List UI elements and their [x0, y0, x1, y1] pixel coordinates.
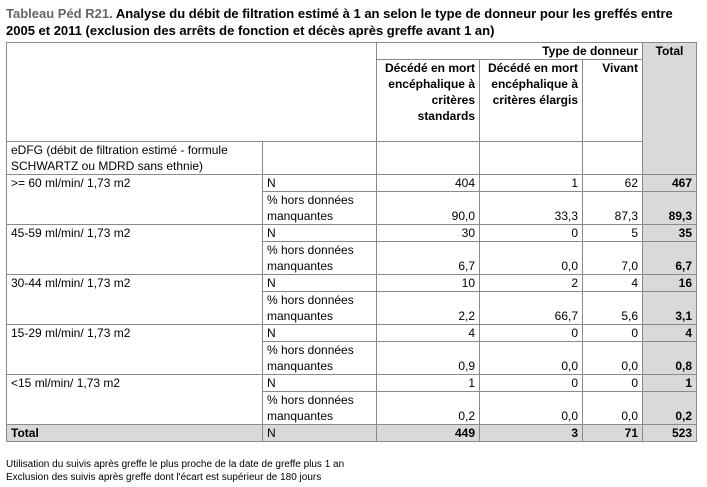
table-cell: 0 [480, 225, 583, 242]
n-label: N [263, 275, 377, 292]
table-cell: 87,3 [583, 192, 643, 225]
total-cell: 0,2 [643, 392, 697, 425]
table-cell: 0,0 [583, 392, 643, 425]
n-label: N [263, 325, 377, 342]
table-cell: 0 [480, 325, 583, 342]
table-cell: 6,7 [377, 242, 480, 275]
table-cell: 0 [583, 375, 643, 392]
n-label: N [263, 425, 377, 442]
table-cell: 0 [480, 375, 583, 392]
table-cell: 0,0 [480, 342, 583, 375]
col-header-standards: Décédé en mort encéphalique à critères standards [377, 60, 480, 142]
total-column-header: Total [643, 43, 697, 175]
table-cell: 66,7 [480, 292, 583, 325]
table-cell: 404 [377, 175, 480, 192]
table-cell: 5 [583, 225, 643, 242]
pct-label: % hors données manquantes [263, 292, 377, 325]
row-group-label: <15 ml/min/ 1,73 m2 [7, 375, 263, 392]
blank-cell [7, 392, 263, 425]
blank-cell [377, 142, 480, 175]
total-cell: 71 [583, 425, 643, 442]
table-cell: 2,2 [377, 292, 480, 325]
table-title [6, 5, 696, 39]
blank-cell [7, 242, 263, 275]
table-cell: 7,0 [583, 242, 643, 275]
blank-cell [583, 142, 643, 175]
table-cell: 0,9 [377, 342, 480, 375]
blank-cell [263, 142, 377, 175]
table-cell: 62 [583, 175, 643, 192]
table-caption: Analyse du débit de filtration estimé à 1 an selon le type de donneur pour les greffés entre 2005 et 2011 (exclusion des arrêts de fonction et décès après greffe avant 1 an) [6, 6, 673, 38]
table-number: Tableau Péd R21. [6, 6, 113, 21]
total-row-label: Total [7, 425, 263, 442]
table-cell: 1 [480, 175, 583, 192]
footnotes [6, 458, 344, 484]
total-cell: 1 [643, 375, 697, 392]
table-cell: 0,0 [583, 342, 643, 375]
blank-cell [7, 192, 263, 225]
n-label: N [263, 175, 377, 192]
pct-label: % hors données manquantes [263, 392, 377, 425]
n-label: N [263, 225, 377, 242]
total-cell: 35 [643, 225, 697, 242]
pct-label: % hors données manquantes [263, 342, 377, 375]
table-cell: 4 [583, 275, 643, 292]
total-cell: 449 [377, 425, 480, 442]
n-label: N [263, 375, 377, 392]
table-cell: 0 [583, 325, 643, 342]
row-group-label: 30-44 ml/min/ 1,73 m2 [7, 275, 263, 292]
data-table [6, 42, 697, 442]
table-cell: 5,6 [583, 292, 643, 325]
footnote: Utilisation du suivis après greffe le plus proche de la date de greffe plus 1 an [6, 459, 345, 470]
grand-total-cell: 523 [643, 425, 697, 442]
total-cell: 3,1 [643, 292, 697, 325]
table-cell: 0,0 [480, 242, 583, 275]
total-cell: 6,7 [643, 242, 697, 275]
row-group-label: 15-29 ml/min/ 1,73 m2 [7, 325, 263, 342]
table-cell: 0,0 [480, 392, 583, 425]
header-blank [7, 43, 377, 142]
table-cell: 90,0 [377, 192, 480, 225]
blank-cell [7, 342, 263, 375]
blank-cell [480, 142, 583, 175]
table-cell: 2 [480, 275, 583, 292]
pct-label: % hors données manquantes [263, 192, 377, 225]
row-group-label: >= 60 ml/min/ 1,73 m2 [7, 175, 263, 192]
total-cell: 89,3 [643, 192, 697, 225]
col-header-elargis: Décédé en mort encéphalique à critères élargis [480, 60, 583, 142]
total-cell: 467 [643, 175, 697, 192]
edfg-label: eDFG (débit de filtration estimé - formule SCHWARTZ ou MDRD sans ethnie) [7, 142, 263, 175]
table-cell: 30 [377, 225, 480, 242]
total-cell: 0,8 [643, 342, 697, 375]
table-cell: 0,2 [377, 392, 480, 425]
type-de-donneur-header: Type de donneur [377, 43, 643, 60]
pct-label: % hors données manquantes [263, 242, 377, 275]
table-cell: 33,3 [480, 192, 583, 225]
table-cell: 10 [377, 275, 480, 292]
table-cell: 4 [377, 325, 480, 342]
total-cell: 4 [643, 325, 697, 342]
total-cell: 3 [480, 425, 583, 442]
row-group-label: 45-59 ml/min/ 1,73 m2 [7, 225, 263, 242]
blank-cell [7, 292, 263, 325]
table-cell: 1 [377, 375, 480, 392]
footnote: Exclusion des suivis après greffe dont l'écart est supérieur de 180 jours [6, 472, 322, 483]
total-cell: 16 [643, 275, 697, 292]
col-header-vivant: Vivant [583, 60, 643, 142]
